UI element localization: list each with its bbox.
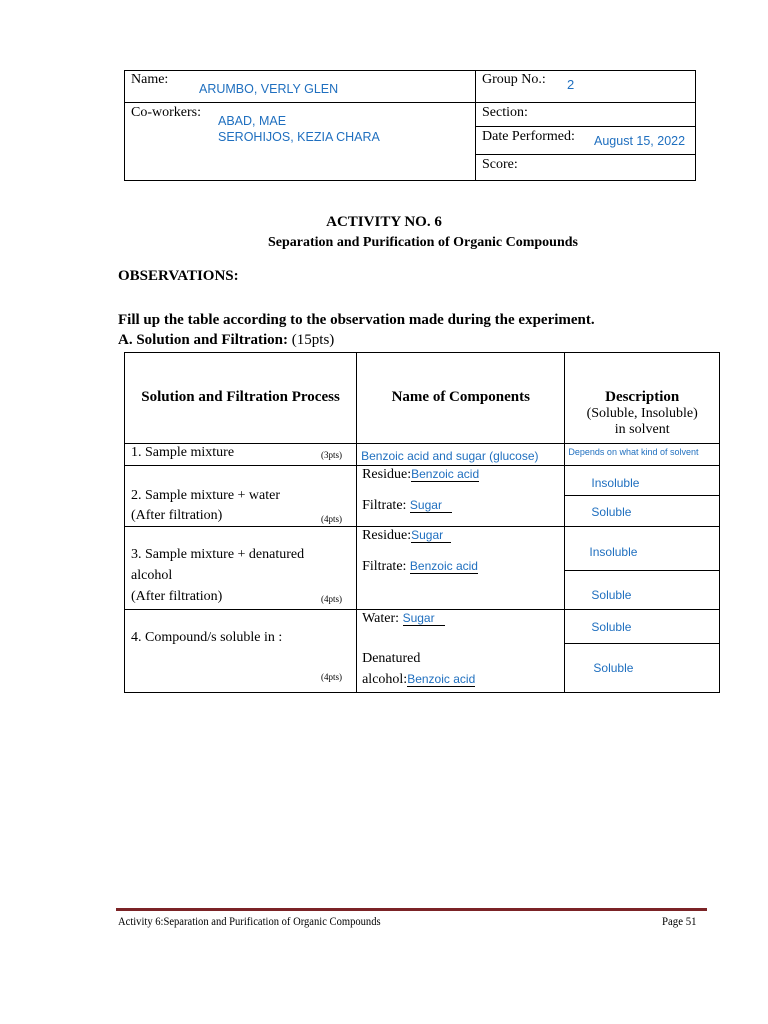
row2-process-line1: 2. Sample mixture + water [131,488,281,503]
coworkers-cell [125,103,476,181]
coworker-1: ABAD, MAE [218,114,287,128]
row2-residue-value: Benzoic acid [411,467,480,481]
row2-filtrate [362,498,452,514]
row3-description-2: Soluble [591,588,632,602]
student-info-table [124,70,696,181]
row4-alcohol-value: Benzoic acid [407,672,476,686]
group-cell [476,71,696,103]
row3-filtrate [362,559,478,575]
col-process-header [125,353,357,444]
col-components-header [357,353,565,444]
row1-process-cell [125,444,357,466]
row2-process-cell [125,466,357,527]
col-components-header-text: Name of Components [391,389,530,405]
row3-process-line3: (After filtration) [131,589,223,604]
row2-description-2: Soluble [591,505,632,519]
row4-water-label: Water: [362,611,400,626]
activity-title: ACTIVITY NO. 6 [326,214,442,230]
coworker-2: SEROHIJOS, KEZIA CHARA [218,130,380,144]
table-row [125,527,720,571]
row3-process-line2: alcohol [131,568,173,583]
row2-points: (4pts) [321,514,342,524]
row4-description-2-cell [565,644,720,693]
row1-process: 1. Sample mixture [131,445,235,460]
row3-points: (4pts) [321,594,342,604]
row4-process-cell [125,610,357,693]
row1-description: Depends on what kind of solvent [568,447,699,457]
row4-water [362,611,445,627]
row1-points: (3pts) [321,450,342,460]
footer-title: Activity 6:Separation and Purification of Organic Compounds [118,914,381,928]
observations-heading: OBSERVATIONS: [118,268,239,284]
row2-filtrate-value: Sugar [410,498,452,513]
section-label: Section: [482,105,528,120]
row3-description-1-cell [565,527,720,571]
col-process-header-text: Solution and Filtration Process [141,389,340,405]
row3-residue-value: Sugar [411,528,451,543]
row2-filtrate-label: Filtrate: [362,498,407,513]
footer-rule [116,908,707,911]
observations-table [124,352,720,693]
row2-residue-label: Residue: [362,467,412,482]
section-cell [476,103,696,127]
row4-components-cell [357,610,565,693]
name-label: Name: [131,72,169,87]
row4-description-1-cell [565,610,720,644]
row4-description-2: Soluble [593,661,634,675]
score-label: Score: [482,157,518,172]
group-value: 2 [567,77,575,92]
table-row [125,466,720,496]
table-header-row [125,353,720,444]
col-description-sub2: in solvent [614,422,670,437]
date-label: Date Performed: [482,129,575,144]
row1-components: Benzoic acid and sugar (glucose) [361,449,539,463]
col-description-sub1: (Soluble, Insoluble) [586,406,698,421]
row2-components-cell [357,466,565,527]
col-description-title: Description [605,389,680,405]
row2-description-2-cell [565,496,720,527]
row4-points: (4pts) [321,672,342,682]
row3-residue [362,528,451,544]
score-cell [476,155,696,181]
footer-page-number: Page 51 [662,914,697,928]
section-a-points: (15pts) [291,332,335,348]
group-label: Group No.: [482,72,546,87]
name-value: ARUMBO, VERLY GLEN [199,82,339,96]
row3-process-cell [125,527,357,610]
row4-water-value: Sugar [403,611,445,626]
name-cell [125,71,476,103]
table-row [125,610,720,644]
row3-process-line1: 3. Sample mixture + denatured [131,547,305,562]
row1-description-cell [565,444,720,466]
row4-description-1: Soluble [591,620,632,634]
table-row [125,444,720,466]
row2-process-line2: (After filtration) [131,508,223,523]
row3-filtrate-value: Benzoic acid [409,559,478,573]
coworkers-label: Co-workers: [131,105,201,120]
activity-subtitle: Separation and Purification of Organic Compounds [268,235,578,250]
row4-alcohol-label: alcohol: [362,672,408,687]
row3-filtrate-label: Filtrate: [362,559,407,574]
row2-description-1: Insoluble [591,476,640,490]
row4-alcohol [362,672,475,688]
row2-description-1-cell [565,466,720,496]
section-a-heading [118,332,334,349]
row2-residue [362,467,479,483]
row4-alcohol-label-line1: Denatured [362,651,421,666]
row3-description-1: Insoluble [589,545,638,559]
row4-process: 4. Compound/s soluble in : [131,630,283,645]
section-a-title: A. Solution and Filtration: [118,332,289,348]
instruction-text: Fill up the table according to the observation made during the experiment. [118,312,595,328]
row3-components-cell [357,527,565,610]
date-value: August 15, 2022 [594,134,686,148]
row3-residue-label: Residue: [362,528,412,543]
row3-description-2-cell [565,571,720,610]
col-description-header [565,353,720,444]
row1-components-cell [357,444,565,466]
date-cell [476,127,696,155]
